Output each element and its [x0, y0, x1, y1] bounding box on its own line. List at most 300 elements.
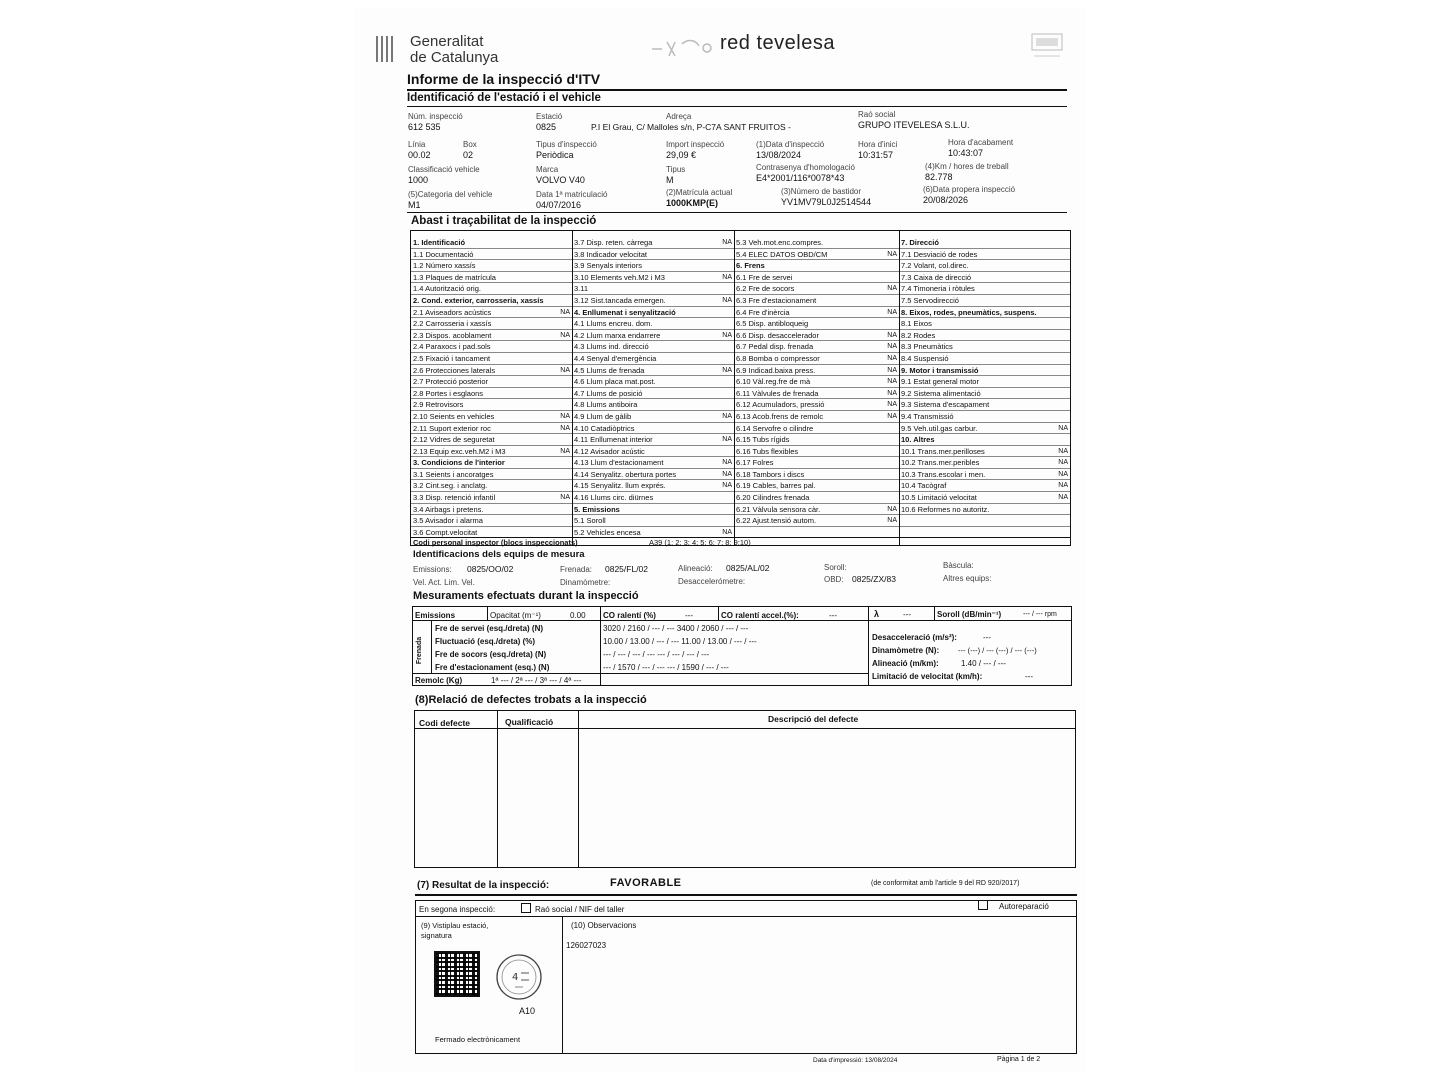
scope-item-label: 1.4 Autorització orig. — [413, 284, 481, 294]
noise-value: --- / --- rpm — [1023, 611, 1057, 618]
scope-item-label: 10. Altres — [901, 435, 935, 445]
plate-value: 1000KMP(E) — [666, 198, 719, 208]
scope-item — [411, 307, 572, 319]
second-inspection-checkbox[interactable] — [521, 903, 531, 913]
scope-item-label: 3.6 Compt.velocitat — [413, 527, 478, 537]
scope-item-label: 3.5 Avisador i alarma — [413, 516, 483, 526]
scope-item-label: 7.2 Volant, col.direc. — [901, 261, 969, 271]
scope-item-na: NA — [887, 389, 897, 397]
scope-item-label: 2.5 Fixació i tancament — [413, 353, 491, 363]
defects-title: (8)Relació de defectes trobats a la inspecció — [415, 694, 647, 706]
scope-item-na: NA — [560, 447, 570, 455]
scope-column-3 — [734, 237, 899, 538]
scope-item-label: 4.7 Llums de posició — [574, 388, 643, 398]
scope-item-label: 4.6 Llum placa mat.post. — [574, 377, 656, 387]
defects-code-header: Codi defecte — [419, 718, 471, 728]
scope-item — [734, 260, 899, 272]
scope-item-label: 6.10 Vàl.reg.fre de mà — [736, 377, 811, 387]
scope-item — [899, 480, 1070, 492]
scope-item — [572, 365, 734, 377]
scope-item-na: NA — [1058, 447, 1068, 455]
workshop-label: Raó social / NIF del taller — [535, 905, 625, 914]
equipment-label: Vel. Act. Lim. Vel. — [413, 578, 475, 587]
scope-item-label: 6.15 Tubs rígids — [736, 435, 790, 445]
measure-value: 1.40 / --- / --- — [961, 659, 1006, 668]
scope-item — [734, 376, 899, 388]
scope-item-label: 9.5 Veh.util.gas carbur. — [901, 423, 978, 433]
scope-item-label: 6.9 Indicad.baixa press. — [736, 365, 816, 375]
brake-section-label: Frenada — [416, 636, 424, 665]
scope-item-label: 6.2 Fre de socors — [736, 284, 795, 294]
qr-code-icon — [434, 951, 480, 997]
scope-item-label: 6.8 Bomba o compressor — [736, 353, 820, 363]
noise-label: Soroll (dB/min⁻¹) — [937, 610, 1002, 619]
scope-item-label: 6.21 Vàlvula sensora càr. — [736, 504, 821, 514]
svg-text:4: 4 — [512, 972, 519, 983]
scope-item — [734, 504, 899, 516]
scope-item — [411, 353, 572, 365]
scope-item-na: NA — [560, 366, 570, 374]
scope-item — [899, 388, 1070, 400]
scope-item-na: NA — [887, 505, 897, 513]
scope-item — [572, 307, 734, 319]
scope-divider — [899, 230, 900, 546]
scope-item — [734, 492, 899, 504]
scope-item-label: 4.15 Senyalitz. llum exprés. — [574, 481, 666, 491]
scope-item-label: 9.4 Transmissió — [901, 411, 954, 421]
field-label: Data 1ª matriculació — [536, 190, 608, 199]
brake-row-value: --- / 1570 / --- / --- --- / 1590 / --- / --- — [603, 663, 729, 672]
scope-item-label: 2.10 Seients en vehicles — [413, 411, 495, 421]
generalitat-logo-icon — [375, 34, 397, 64]
scope-item-label: 9. Motor i transmissió — [901, 365, 979, 375]
brand-name: red tevelesa — [720, 32, 835, 54]
scope-item-label: 3.3 Disp. retenció infantil — [413, 493, 496, 503]
field-label: (1)Data d'inspecció — [756, 140, 825, 149]
measurement-divider — [431, 620, 432, 673]
line-value: 00.02 — [408, 150, 431, 160]
footer-divider — [562, 916, 563, 1054]
address-value: P.I El Grau, C/ Malloles s/n, P-C7A SANT FRUITOS - — [591, 122, 791, 132]
scope-item — [572, 480, 734, 492]
scope-item — [572, 411, 734, 423]
scope-item — [572, 295, 734, 307]
inspector-codes-label: Codi personal inspector (blocs inspeccionats) — [413, 538, 578, 547]
scope-item — [734, 249, 899, 261]
scope-item-label: 4.12 Avisador acústic — [574, 446, 645, 456]
identification-bottom-rule — [407, 212, 1067, 213]
scope-item-label: 2.4 Paraxocs i pad.sols — [413, 342, 491, 352]
scope-item — [899, 353, 1070, 365]
scope-item-label: 4.2 Llum marxa endarrere — [574, 330, 661, 340]
scope-item-label: 2.1 Aviseadors acústics — [413, 307, 492, 317]
print-date: Data d'impressió: 13/08/2024 — [813, 1057, 898, 1064]
scope-item-label: 2.7 Protecció posterior — [413, 377, 489, 387]
measurement-rule — [412, 673, 868, 674]
measurement-divider — [487, 606, 488, 620]
scope-item-label: 7.4 Timoneria i ròtules — [901, 284, 975, 294]
scope-item-na: NA — [887, 250, 897, 258]
scope-item — [572, 237, 734, 249]
corner-seal-icon — [1030, 30, 1064, 64]
scope-item-na: NA — [887, 401, 897, 409]
scope-item-na: NA — [887, 412, 897, 420]
scope-item-label: 4.10 Catadiòptrics — [574, 423, 635, 433]
scope-item-label: 6. Frens — [736, 261, 765, 271]
scope-item-label: 10.1 Trans.mer.perilloses — [901, 446, 985, 456]
tow-label: Remolc (Kg) — [415, 676, 463, 685]
inspection-type-value: Periòdica — [536, 150, 574, 160]
scope-item — [899, 318, 1070, 330]
scope-item — [734, 283, 899, 295]
scope-item-label: 4.13 Llum d'estacionament — [574, 458, 664, 468]
scope-item-label: 3. Condicions de l'interior — [413, 458, 505, 468]
defects-description-header: Descripció del defecte — [768, 714, 859, 724]
gov-name-line2: de Catalunya — [410, 49, 499, 66]
scope-item — [734, 353, 899, 365]
scope-item — [572, 446, 734, 458]
measurement-divider — [718, 606, 719, 620]
scope-column-4 — [899, 237, 1070, 538]
equipment-value: 0825/FL/02 — [605, 564, 649, 574]
scope-item — [899, 272, 1070, 284]
field-label: Adreça — [666, 112, 692, 121]
scope-item-label: 3.12 Sist.tancada emergen. — [574, 295, 666, 305]
measure-value: --- — [1025, 672, 1033, 681]
stamp-label: (9) Vistiplau estació, signatura — [421, 921, 489, 940]
emissions-label: Emissions — [415, 611, 456, 620]
scope-item — [899, 295, 1070, 307]
measurement-divider — [868, 606, 869, 686]
scope-item — [411, 457, 572, 469]
scope-item-label: 8.3 Pneumàtics — [901, 342, 953, 352]
field-label: Marca — [536, 165, 559, 174]
field-label: Contrasenya d'homologació — [756, 163, 855, 172]
stamp-code: A10 — [519, 1006, 536, 1016]
scope-item — [899, 457, 1070, 469]
scope-item — [411, 330, 572, 342]
equipment-label: Soroll: — [824, 563, 847, 572]
scope-item-label: 10.6 Reformes no autoritz. — [901, 504, 990, 514]
scope-item-label: 4.16 Llums circ. diürnes — [574, 493, 654, 503]
scope-item — [734, 318, 899, 330]
scope-item-label: 2.8 Portes i esglaons — [413, 388, 484, 398]
scope-item-label: 10.4 Tacògraf — [901, 481, 947, 491]
field-label: Tipus — [666, 165, 686, 174]
scope-item — [411, 492, 572, 504]
next-inspection-value: 20/08/2026 — [923, 195, 969, 205]
scope-item-label: 10.2 Trans.mer.peribles — [901, 458, 980, 468]
scope-item — [572, 515, 734, 527]
scope-item-label: 7.5 Servodirecció — [901, 295, 959, 305]
scope-item — [572, 388, 734, 400]
scope-item — [734, 469, 899, 481]
scope-item — [411, 249, 572, 261]
scope-divider — [734, 230, 735, 546]
scope-item-na: NA — [722, 273, 732, 281]
inspection-number: 612 535 — [408, 122, 441, 132]
scope-item — [411, 376, 572, 388]
measure-label: Limitació de velocitat (km/h): — [872, 672, 983, 681]
equipment-label: Frenada: — [560, 565, 593, 574]
self-repair-checkbox[interactable] — [978, 900, 988, 910]
scope-item — [899, 307, 1070, 319]
second-inspection-label: En segona inspecció: — [419, 905, 496, 914]
scope-item — [899, 341, 1070, 353]
vin-value: YV1MV79L0J2514544 — [781, 197, 872, 207]
company-value: GRUPO ITEVELESA S.L.U. — [858, 120, 970, 130]
equipment-label: Alineació: — [678, 564, 713, 573]
scope-item-na: NA — [560, 331, 570, 339]
field-label: Línia — [408, 140, 426, 149]
gov-name-line1: Generalitat — [410, 33, 484, 50]
measure-label: Dinamòmetre (N): — [872, 646, 940, 655]
field-label: Raó social — [858, 110, 896, 119]
equipment-label: OBD: — [824, 575, 844, 584]
measurement-divider — [934, 606, 935, 620]
scope-item-label: 2.9 Retrovisors — [413, 400, 464, 410]
scope-item-label: 6.4 Fre d'inèrcia — [736, 307, 790, 317]
scope-item-label: 6.22 Ajust.tensió autom. — [736, 516, 817, 526]
defects-table — [414, 710, 1076, 868]
scope-item-label: 6.12 Acumuladors, pressió — [736, 400, 825, 410]
report-title: Informe de la inspecció d'ITV — [407, 71, 601, 87]
field-label: (4)Km / hores de treball — [925, 162, 1009, 171]
scope-item — [734, 237, 899, 249]
brake-row-label: Fre de socors (esq./dreta) (N) — [435, 650, 547, 659]
brake-row-value: --- / --- / --- / --- --- / --- / --- / --- — [603, 650, 710, 659]
scope-item-label: 4. Enllumenat i senyalització — [574, 307, 676, 317]
scope-item — [572, 376, 734, 388]
station-value: 0825 — [536, 122, 557, 132]
field-label: (5)Categoria del vehicle — [408, 190, 493, 199]
equipment-value: 0825/OO/02 — [467, 564, 514, 574]
scope-item-na: NA — [1058, 424, 1068, 432]
scope-item-na: NA — [887, 517, 897, 525]
scope-item — [411, 237, 572, 249]
scope-item-label: 5.1 Soroll — [574, 516, 606, 526]
scope-item — [572, 457, 734, 469]
lambda-label: λ — [874, 609, 880, 619]
measure-label: Desacceleració (m/s²): — [872, 633, 957, 642]
tow-value: 1ª --- / 2ª --- / 3ª --- / 4ª --- — [491, 676, 582, 685]
scope-item-label: 8.4 Suspensió — [901, 353, 949, 363]
scope-item-label: 2.2 Carrosseria i xassís — [413, 319, 492, 329]
brake-row-label: Fluctuació (esq./dreta) (%) — [435, 637, 536, 646]
scope-item — [411, 504, 572, 516]
scope-item-na: NA — [722, 239, 732, 246]
scope-item — [411, 434, 572, 446]
identification-title: Identificació de l'estació i el vehicle — [407, 92, 601, 104]
scope-item-na: NA — [560, 424, 570, 432]
scope-item — [572, 318, 734, 330]
scope-item-na: NA — [1058, 494, 1068, 502]
scope-title: Abast i traçabilitat de la inspecció — [411, 215, 597, 227]
scope-item-label: 2.6 Protecciones laterals — [413, 365, 496, 375]
scope-item — [899, 504, 1070, 516]
scope-item-label: 2. Cond. exterior, carrosseria, xassís — [413, 295, 544, 305]
result-rule — [415, 894, 1077, 896]
scope-item — [572, 341, 734, 353]
scope-item-label: 3.9 Senyals interiors — [574, 261, 642, 271]
field-label: Tipus d'inspecció — [536, 140, 597, 149]
scope-item — [572, 504, 734, 516]
scope-divider — [572, 230, 573, 546]
defects-qualification-header: Qualificació — [505, 717, 554, 727]
result-value: FAVORABLE — [610, 877, 682, 889]
brake-row-value: 3020 / 2160 / --- / --- 3400 / 2060 / --- / --- — [603, 624, 749, 633]
amount-value: 29,09 € — [666, 150, 697, 160]
result-label: (7) Resultat de la inspecció: — [417, 880, 550, 891]
scope-item-label: 7.3 Caixa de direcció — [901, 272, 972, 282]
scope-item — [899, 249, 1070, 261]
scope-item-label: 5. Emissions — [574, 504, 620, 514]
scope-item-label: 2.11 Suport exterior roc — [413, 423, 491, 433]
scope-item-label: 8.2 Rodes — [901, 330, 936, 340]
scope-item-label: 5.4 ELEC DATOS OBD/CM — [736, 249, 828, 259]
signed-note: Fermado electrònicament — [435, 1035, 521, 1044]
scope-item — [734, 457, 899, 469]
scope-item-label: 10.3 Trans.escolar i men. — [901, 469, 986, 479]
scope-item — [899, 411, 1070, 423]
measurements-title: Mesuraments efectuats durant la inspecció — [413, 590, 639, 602]
scope-item-label: 5.3 Veh.mot.enc.compres. — [736, 238, 824, 247]
scope-item-na: NA — [722, 459, 732, 467]
self-repair-label: Autoreparació — [999, 902, 1049, 911]
scope-item — [411, 260, 572, 272]
inspection-date-value: 13/08/2024 — [756, 150, 802, 160]
brake-row-label: Fre de servei (esq./dreta) (N) — [435, 624, 544, 633]
scope-item — [572, 283, 734, 295]
observations-label: (10) Observacions — [571, 921, 637, 930]
scope-item-label: 3.10 Elements veh.M2 i M3 — [574, 272, 665, 282]
scope-item-label: 4.14 Senyalitz. obertura portes — [574, 469, 677, 479]
scope-item-label: 6.20 Cilindres frenada — [736, 493, 810, 503]
box-value: 02 — [463, 150, 474, 160]
scope-item — [411, 341, 572, 353]
scope-item — [572, 272, 734, 284]
scope-item-label: 6.17 Folres — [736, 458, 774, 468]
field-label: (3)Número de bastidor — [781, 187, 862, 196]
scope-item-na: NA — [560, 412, 570, 420]
scope-item — [899, 330, 1070, 342]
scope-item — [734, 423, 899, 435]
equipment-title: Identificacions dels equips de mesura — [413, 549, 585, 560]
scope-item-na: NA — [1058, 482, 1068, 490]
end-time-value: 10:43:07 — [948, 148, 984, 158]
defects-header-rule — [414, 728, 1076, 729]
scope-item — [411, 515, 572, 527]
field-label: Hora d'inici — [858, 140, 898, 149]
co-idle-value: --- — [685, 611, 693, 620]
scope-item — [411, 423, 572, 435]
scope-item-label: 6.11 Vàlvules de frenada — [736, 388, 819, 398]
scope-item-label: 1. Identificació — [413, 238, 466, 247]
scope-item-na: NA — [560, 494, 570, 502]
scope-item-label: 2.12 Vidres de seguretat — [413, 435, 495, 445]
brake-row-value: 10.00 / 13.00 / --- / --- 11.00 / 13.00 / --- / --- — [603, 637, 757, 646]
scope-item — [572, 260, 734, 272]
scope-item-label: 3.11 — [574, 284, 589, 294]
scope-item — [734, 446, 899, 458]
scope-item-label: 3.7 Disp. reten. càrrega — [574, 238, 653, 247]
scope-item-label: 4.4 Senyal d'emergència — [574, 353, 657, 363]
scope-item — [572, 492, 734, 504]
scope-item-label: 6.5 Disp. antibloqueig — [736, 319, 809, 329]
equipment-label: Altres equips: — [943, 574, 992, 583]
field-label: Box — [463, 140, 477, 149]
defects-divider — [497, 710, 498, 868]
measurement-divider — [600, 606, 601, 686]
scope-item — [734, 272, 899, 284]
footer-rule — [415, 916, 1077, 917]
scope-item — [572, 423, 734, 435]
scope-item — [899, 283, 1070, 295]
scope-item-label: 6.16 Tubs flexibles — [736, 446, 799, 456]
field-label: Estació — [536, 112, 563, 121]
scope-item — [899, 446, 1070, 458]
scope-item-na: NA — [722, 482, 732, 490]
scope-item-label: 5.2 Vehicles encesa — [574, 527, 641, 537]
make-value: VOLVO V40 — [536, 175, 585, 185]
scope-item-na: NA — [722, 296, 732, 304]
scope-item — [899, 260, 1070, 272]
scope-item-label: 4.8 Llums antiboira — [574, 400, 638, 410]
scope-item — [899, 399, 1070, 411]
scope-item-label: 3.1 Seients i ancoratges — [413, 469, 494, 479]
scope-item — [572, 434, 734, 446]
scope-item — [734, 295, 899, 307]
scope-item — [899, 365, 1070, 377]
measure-value: --- (---) / --- (---) / --- (---) — [958, 646, 1037, 655]
field-label: Import inspecció — [666, 140, 725, 149]
field-label: Classificació vehicle — [408, 165, 480, 174]
scope-item-na: NA — [887, 308, 897, 316]
scope-item — [411, 399, 572, 411]
equipment-value: 0825/ZX/83 — [852, 574, 896, 584]
equipment-label: Desaccelerómetre: — [678, 577, 746, 586]
scope-item-na: NA — [722, 331, 732, 339]
brake-row-label: Fre d'estacionament (esq.) (N) — [435, 663, 550, 672]
scope-item — [734, 341, 899, 353]
scope-item-label: 10.5 Limitació velocitat — [901, 493, 977, 503]
scope-item-label: 4.1 Llums encreu. dom. — [574, 319, 653, 329]
scope-item-label: 3.2 Cint.seg. i anclatg. — [413, 481, 488, 491]
scope-item-label: 6.19 Cables, barres pal. — [736, 481, 816, 491]
scope-item-na: NA — [1058, 459, 1068, 467]
scope-item — [899, 376, 1070, 388]
scope-item — [411, 295, 572, 307]
co-accel-value: --- — [829, 611, 837, 620]
co-accel-label: CO ralentí accel.(%): — [721, 611, 799, 620]
scope-item — [572, 330, 734, 342]
equipment-label: Bàscula: — [943, 561, 974, 570]
scope-item — [411, 272, 572, 284]
scope-item-label: 1.3 Plaques de matrícula — [413, 272, 496, 282]
lambda-value: --- — [903, 610, 911, 619]
scope-item — [734, 434, 899, 446]
scope-item — [734, 307, 899, 319]
scope-item — [734, 480, 899, 492]
scope-item-na: NA — [887, 343, 897, 351]
opacity-value: 0.00 — [570, 611, 586, 620]
scope-item — [411, 411, 572, 423]
co-idle-label: CO ralentí (%) — [603, 611, 656, 620]
start-time-value: 10:31:57 — [858, 150, 894, 160]
field-label: Núm. inspecció — [408, 112, 463, 121]
page-number: Pàgina 1 de 2 — [997, 1056, 1041, 1063]
scope-item-na: NA — [1058, 470, 1068, 478]
